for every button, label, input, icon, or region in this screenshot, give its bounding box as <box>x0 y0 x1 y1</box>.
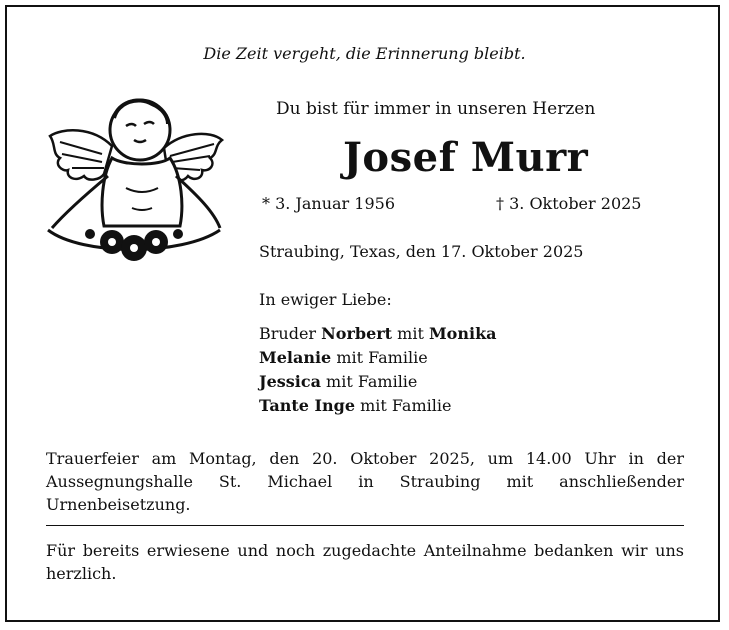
death-date: † 3. Oktober 2025 <box>496 194 642 213</box>
love-line: In ewiger Liebe: <box>259 290 392 309</box>
ceremony-notice: Trauerfeier am Montag, den 20. Oktober 2025, um 14.00 Uhr in der Aussegnungshalle St. Michael in Straubing mit anschließender Urnenbeisetzung. <box>46 449 684 514</box>
motto: Die Zeit vergeht, die Erinnerung bleibt. <box>203 44 526 63</box>
family-line: Jessica mit Familie <box>259 372 418 391</box>
family-line: Melanie mit Familie <box>259 348 428 367</box>
divider <box>46 525 684 526</box>
family-line: Tante Inge mit Familie <box>259 396 452 415</box>
thanks-notice: Für bereits erwiesene und noch zugedachte Anteilnahme bedanken wir uns herzlich. <box>46 541 684 583</box>
subtitle: Du bist für immer in unseren Herzen <box>276 99 596 119</box>
family-line: Bruder Norbert mit Monika <box>259 324 497 343</box>
deceased-name: Josef Murr <box>343 134 589 181</box>
birth-date: * 3. Januar 1956 <box>262 194 395 213</box>
angel-illustration <box>42 96 224 274</box>
place-and-date: Straubing, Texas, den 17. Oktober 2025 <box>259 242 584 261</box>
family-list <box>259 322 497 418</box>
